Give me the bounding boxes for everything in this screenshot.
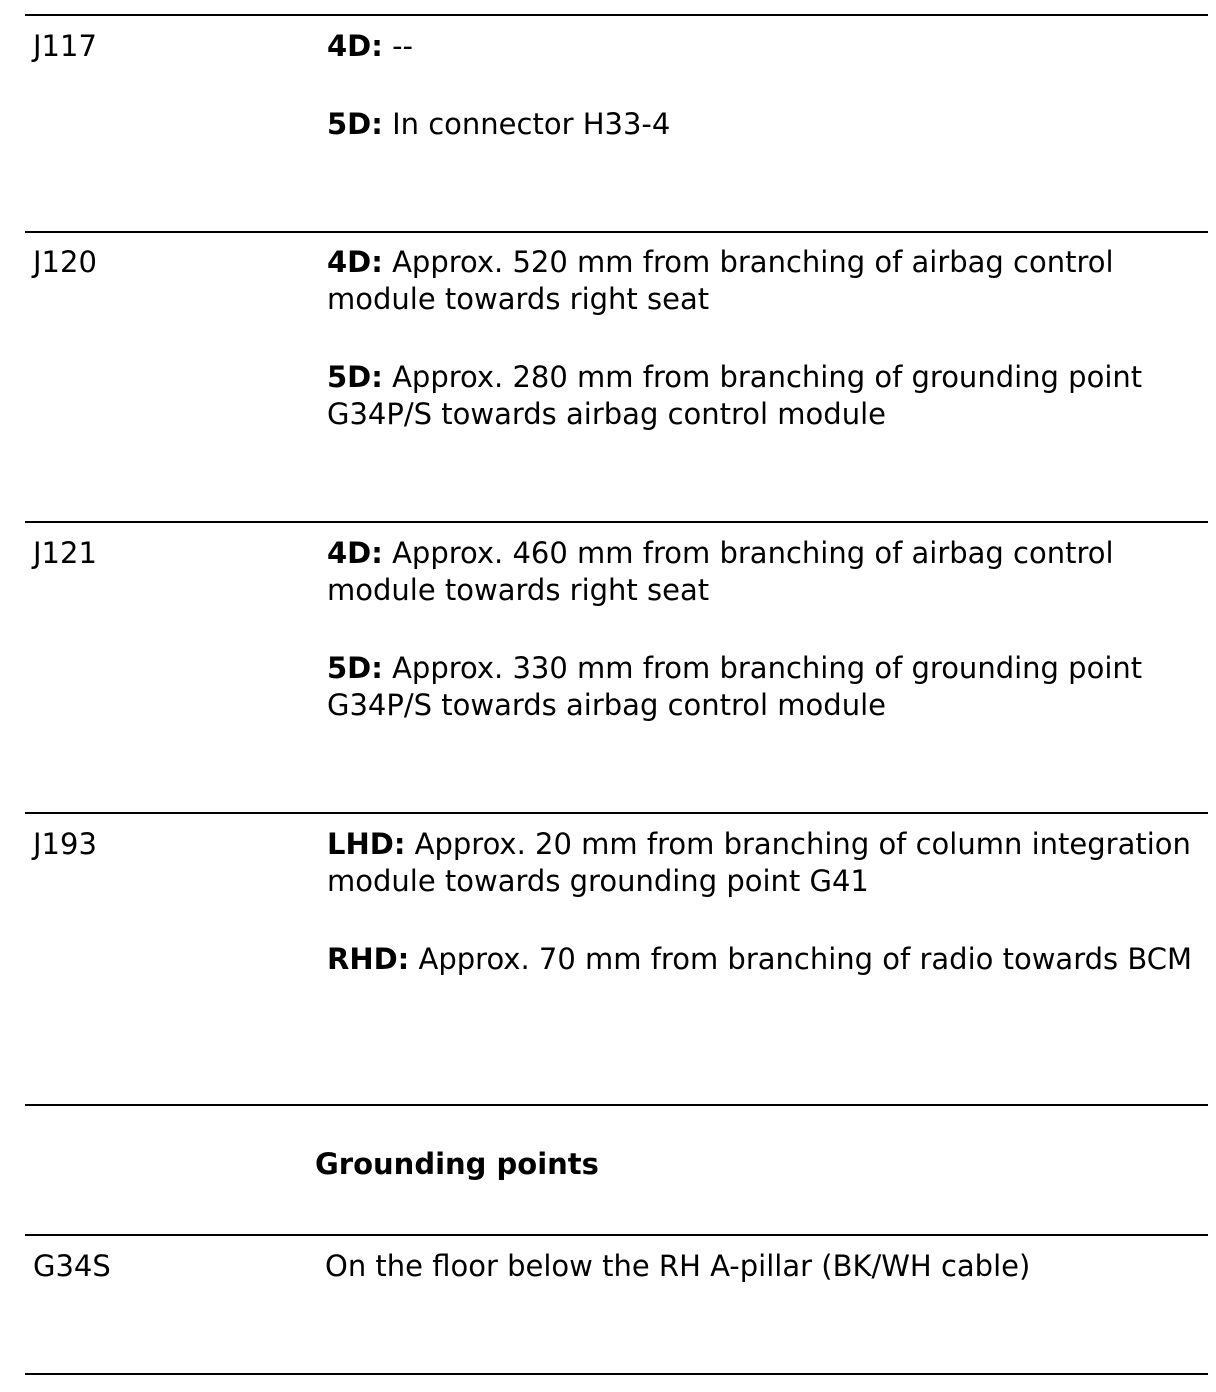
location-entry: [327, 28, 1207, 65]
component-code: J120: [33, 245, 97, 279]
location-text: Approx. 20 mm from branching of column integration module towards grounding point G41: [327, 827, 1191, 898]
location-entry: [327, 106, 1207, 143]
location-text: In connector H33-4: [382, 107, 671, 141]
location-text: Approx. 280 mm from branching of grounding point G34P/S towards airbag control module: [327, 360, 1143, 431]
location-entry: [327, 650, 1207, 724]
location-entry: [327, 535, 1207, 609]
row-divider: [25, 812, 1208, 814]
row-divider: [25, 521, 1208, 523]
variant-key: 4D:: [327, 245, 383, 279]
location-text: Approx. 70 mm from branching of radio towards BCM: [409, 942, 1192, 976]
location-text: --: [382, 29, 414, 63]
variant-key: 4D:: [327, 29, 383, 63]
grounding-point-location: On the floor below the RH A-pillar (BK/WH cable): [325, 1249, 1031, 1283]
variant-key: 5D:: [327, 107, 383, 141]
grounding-point-code: G34S: [33, 1249, 111, 1283]
component-code: J193: [33, 827, 97, 861]
variant-key: LHD:: [327, 827, 406, 861]
variant-key: 4D:: [327, 536, 383, 570]
component-code: J117: [33, 29, 97, 63]
location-text: Approx. 460 mm from branching of airbag control module towards right seat: [327, 536, 1114, 607]
location-text: Approx. 330 mm from branching of grounding point G34P/S towards airbag control module: [327, 651, 1143, 722]
location-entry: [327, 826, 1207, 900]
variant-key: 5D:: [327, 651, 383, 685]
component-code: J121: [33, 536, 97, 570]
variant-key: RHD:: [327, 942, 410, 976]
row-divider: [25, 14, 1208, 16]
section-heading: Grounding points: [315, 1147, 599, 1181]
location-entry: [327, 244, 1207, 318]
row-divider: [25, 1234, 1208, 1236]
location-text: Approx. 520 mm from branching of airbag control module towards right seat: [327, 245, 1114, 316]
row-divider: [25, 231, 1208, 233]
location-entry: [327, 359, 1207, 433]
row-divider: [25, 1104, 1208, 1106]
location-entry: [327, 941, 1207, 978]
row-divider: [25, 1373, 1208, 1375]
variant-key: 5D:: [327, 360, 383, 394]
